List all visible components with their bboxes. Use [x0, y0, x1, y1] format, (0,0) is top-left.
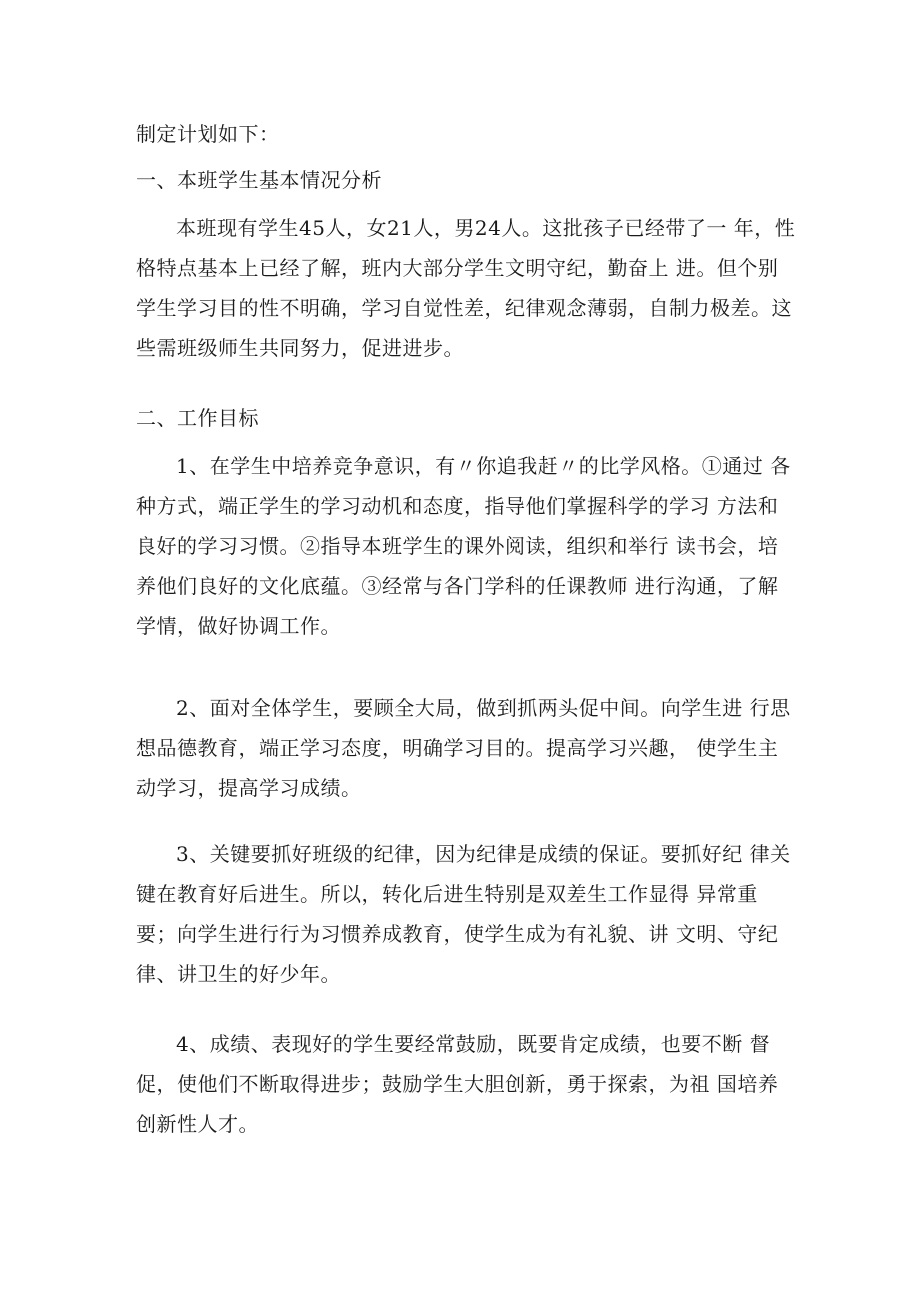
intro-line: 制定计划如下： [136, 122, 280, 146]
section-heading-goals: 二、工作目标 [136, 406, 259, 430]
situation-paragraph: 本班现有学生45人，女21人，男24人。这批孩子已经带了一 年，性格特点基本上已经了解，班内大部分学生文明守纪，勤奋上 进。但个别学生学习目的性不明确，学习自觉性差，纪律观念薄弱，自制力极差。这些需班级师生共同努力，促进进步。 [136, 216, 796, 360]
goal-item-4: 4、成绩、表现好的学生要经常鼓励，既要肯定成绩，也要不断 督促，使他们不断取得进步；鼓励学生大胆创新，勇于探索，为祖 国培养创新性人才。 [136, 1032, 779, 1136]
section-heading-situation: 一、本班学生基本情况分析 [136, 168, 382, 192]
goal-item-1: 1、在学生中培养竞争意识，有〃你追我赶〃的比学风格。①通过 各种方式，端正学生的学习动机和态度，指导他们掌握科学的学习 方法和良好的学习习惯。②指导本班学生的课外阅读，组织和举行 读书会，培养他们良好的文化底蕴。③经常与各门学科的任课教师 进行沟通，了解学情，做好协调工作。 [136, 454, 791, 638]
goal-item-2: 2、面对全体学生，要顾全大局，做到抓两头促中间。向学生进 行思想品德教育，端正学习态度，明确学习目的。提高学习兴趣， 使学生主动学习，提高学习成绩。 [136, 696, 791, 800]
goal-item-3: 3、关键要抓好班级的纪律，因为纪律是成绩的保证。要抓好纪 律关键在教育好后进生。所以，转化后进生特别是双差生工作显得 异常重要；向学生进行行为习惯养成教育，使学生成为有礼貌、讲 文明、守纪律、讲卫生的好少年。 [136, 842, 791, 986]
